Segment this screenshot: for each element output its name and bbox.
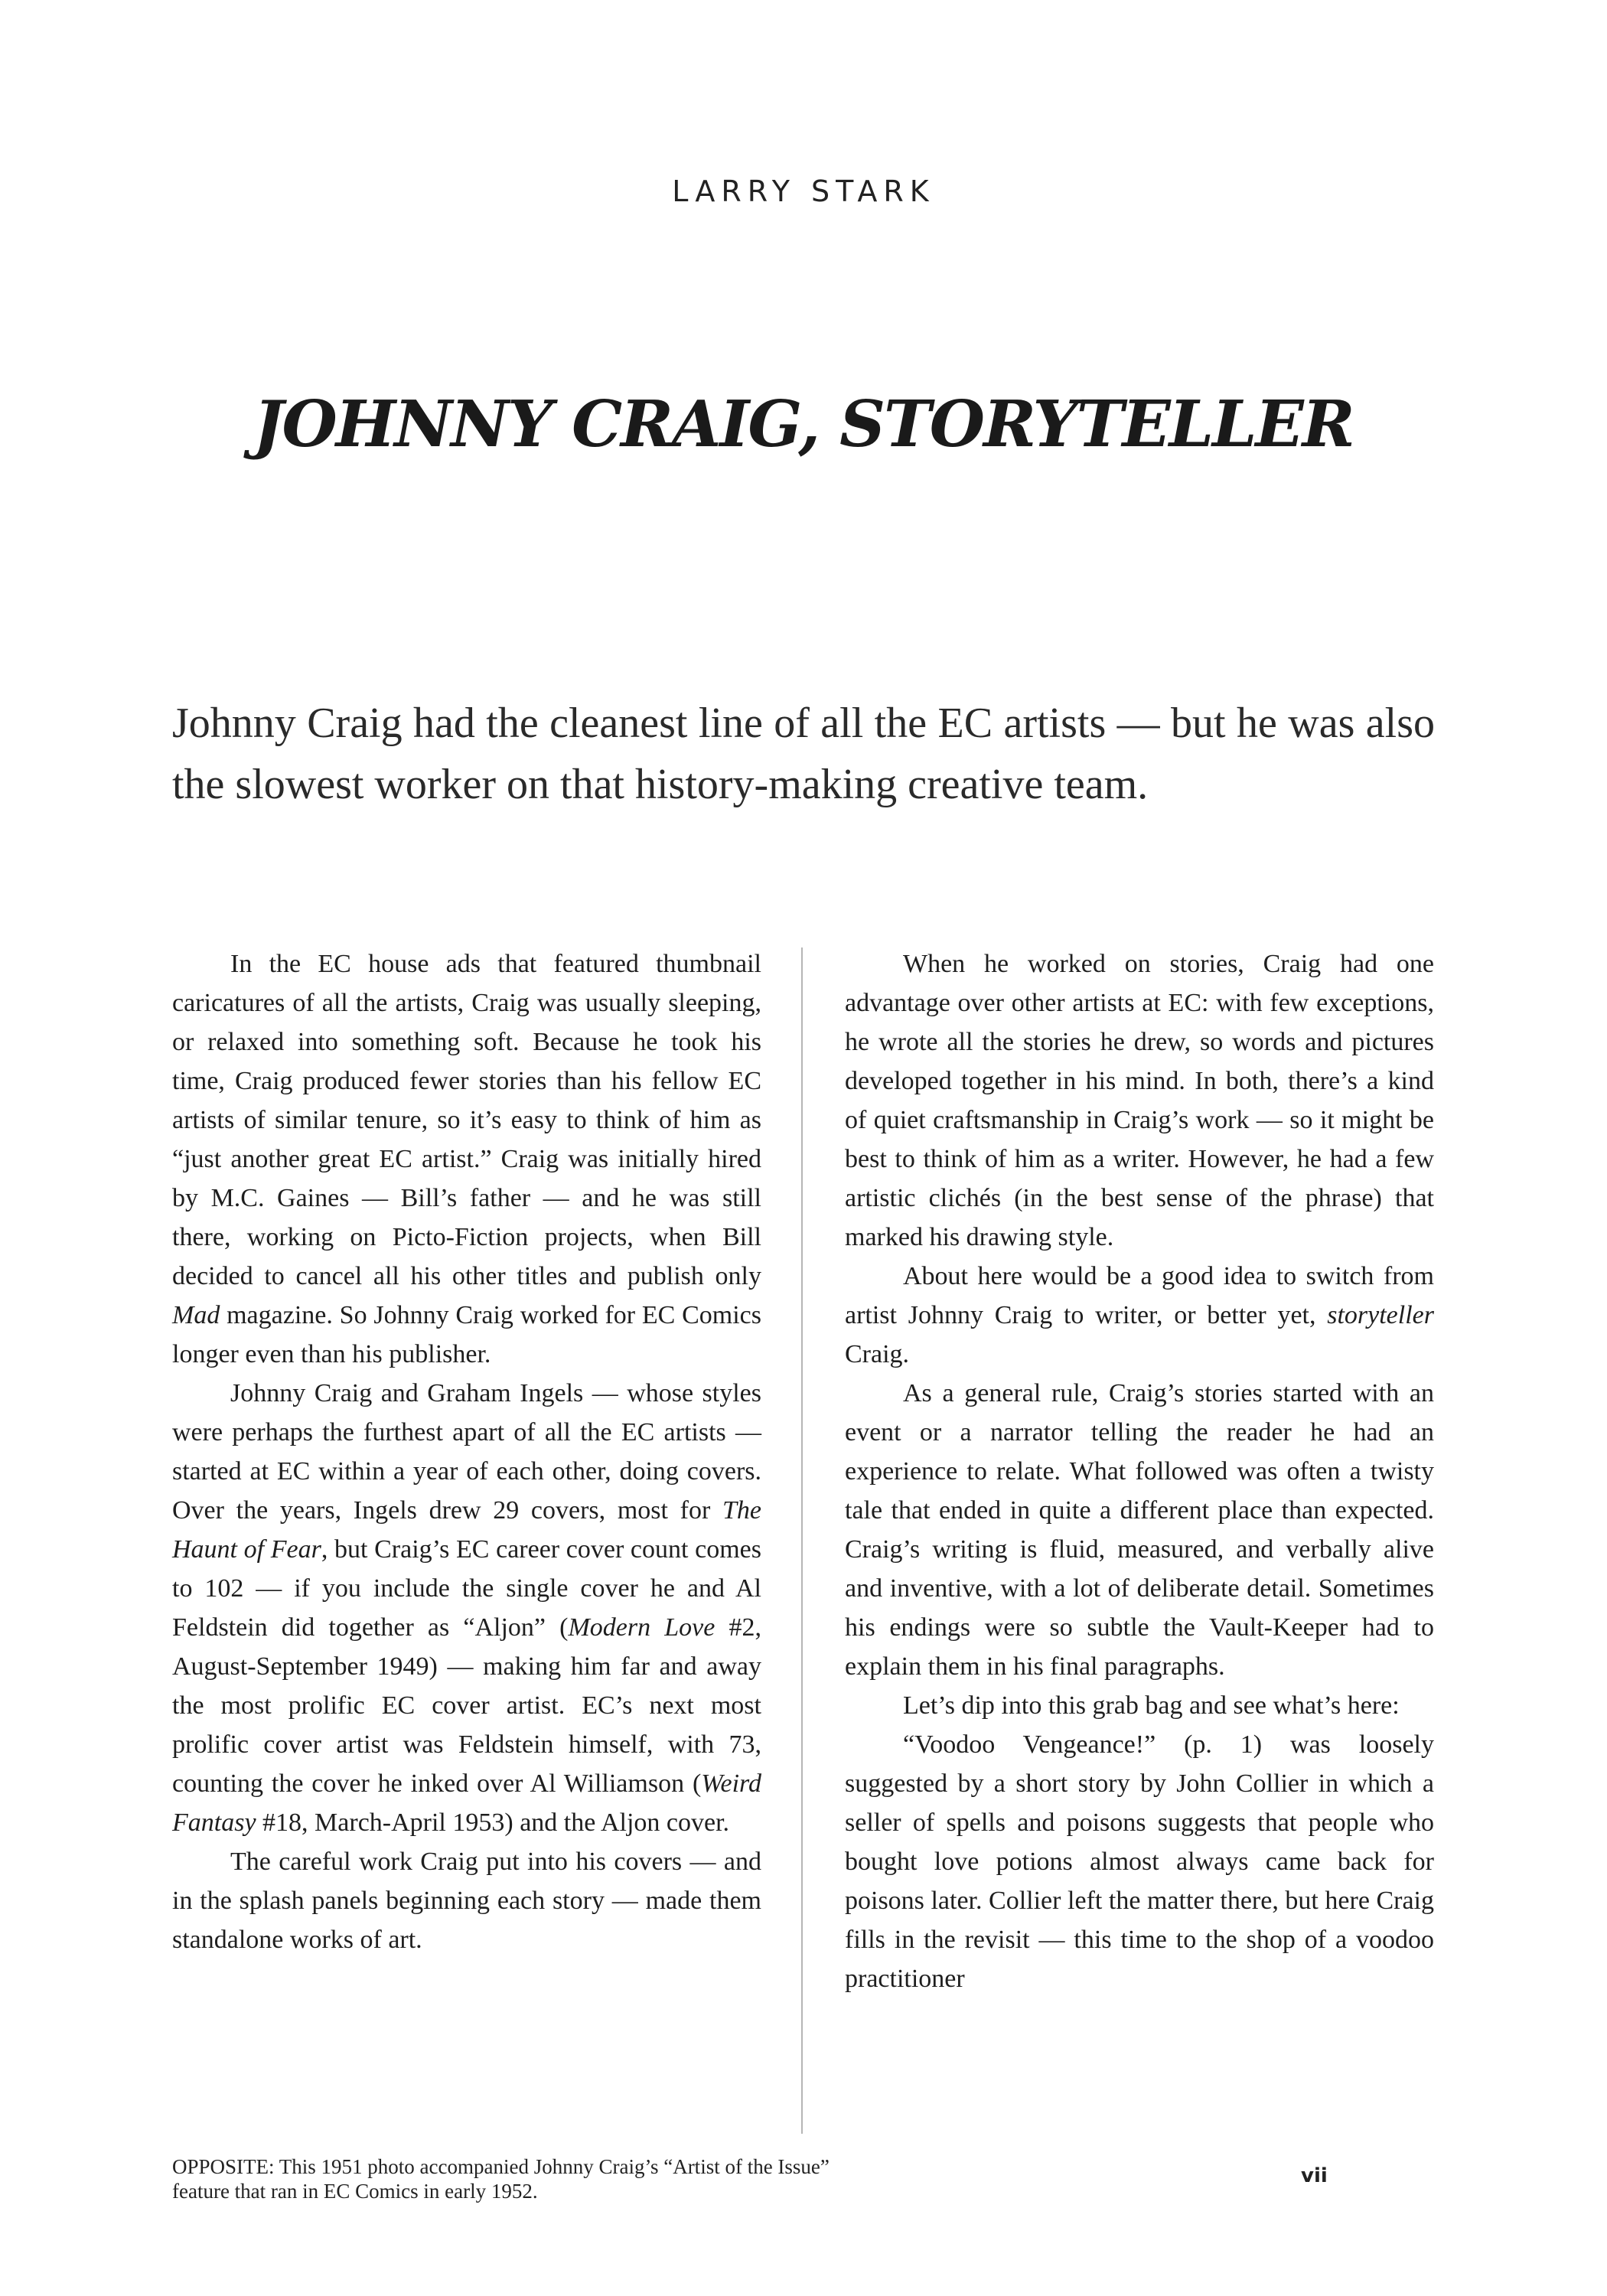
- column-divider: [801, 947, 803, 2134]
- article-title: JOHNNY CRAIG, STORYTELLER: [253, 386, 1354, 461]
- text-column-right: [845, 944, 1434, 1998]
- paragraph: When he worked on stories, Craig had one advantage over other artists at EC: with few exceptions, he wrote all the stories he drew, so words and pictures developed together in his mind. In both, there’s a kind of quiet craftsmanship in Craig’s work — so it might be best to think of him as a writer. However, he had a few artistic clichés (in the best sense of the phrase) that marked his drawing style.: [845, 950, 1434, 1251]
- author-name: LARRY STARK: [672, 174, 935, 208]
- paragraph: Johnny Craig and Graham Ingels — whose styles were perhaps the furthest apart of all the EC artists — started at EC within a year of each other, doing covers. Over the years, Ingels drew 29 covers, most for The Haunt of Fear, but Craig’s EC career cover count comes to 102 — if you include the single cover he and Al Feldstein did together as “Aljon” (Modern Love #2, August-September 1949) — making him far and away the most prolific EC cover artist. EC’s next most prolific cover artist was Feldstein himself, with 73, counting the cover he inked over Al Williamson (Weird Fantasy #18, March-April 1953) and the Aljon cover.: [172, 1379, 761, 1837]
- paragraph: Let’s dip into this grab bag and see what’s here:: [903, 1691, 1400, 1720]
- article-deck: Johnny Craig had the cleanest line of all the EC artists — but he was also the slowest worker on that history-making creative team.: [172, 700, 1435, 808]
- text-column-left: [172, 944, 761, 1959]
- photo-caption: OPPOSITE: This 1951 photo accompanied Johnny Craig’s “Artist of the Issue” feature that ran in EC Comics in early 1952.: [172, 2155, 830, 2203]
- paragraph: As a general rule, Craig’s stories started with an event or a narrator telling the reader he had an experience to relate. What followed was often a twisty tale that ended in quite a different place than expected. Craig’s writing is fluid, measured, and verbally alive and inventive, with a lot of deliberate detail. Sometimes his endings were so subtle the Vault-Keeper had to explain them in his final paragraphs.: [845, 1379, 1434, 1681]
- paragraph: In the EC house ads that featured thumbnail caricatures of all the artists, Craig was usually sleeping, or relaxed into something soft. Because he took his time, Craig produced fewer stories than his fellow EC artists of similar tenure, so it’s easy to think of him as “just another great EC artist.” Craig was initially hired by M.C. Gaines — Bill’s father — and he was still there, working on Picto-Fiction projects, when Bill decided to cancel all his other titles and publish only Mad magazine. So Johnny Craig worked for EC Comics longer even than his publisher.: [172, 950, 761, 1368]
- paragraph: About here would be a good idea to switch from artist Johnny Craig to writer, or better yet, storyteller Craig.: [845, 1262, 1434, 1368]
- page-number: vii: [1301, 2164, 1328, 2187]
- paragraph: The careful work Craig put into his covers — and in the splash panels beginning each story — made them standalone works of art.: [172, 1848, 761, 1954]
- paragraph: “Voodoo Vengeance!” (p. 1) was loosely suggested by a short story by John Collier in which a seller of spells and poisons suggests that people who bought love potions almost always came back for poisons later. Collier left the matter there, but here Craig fills in the revisit — this time to the shop of a voodoo practitioner: [845, 1730, 1434, 1993]
